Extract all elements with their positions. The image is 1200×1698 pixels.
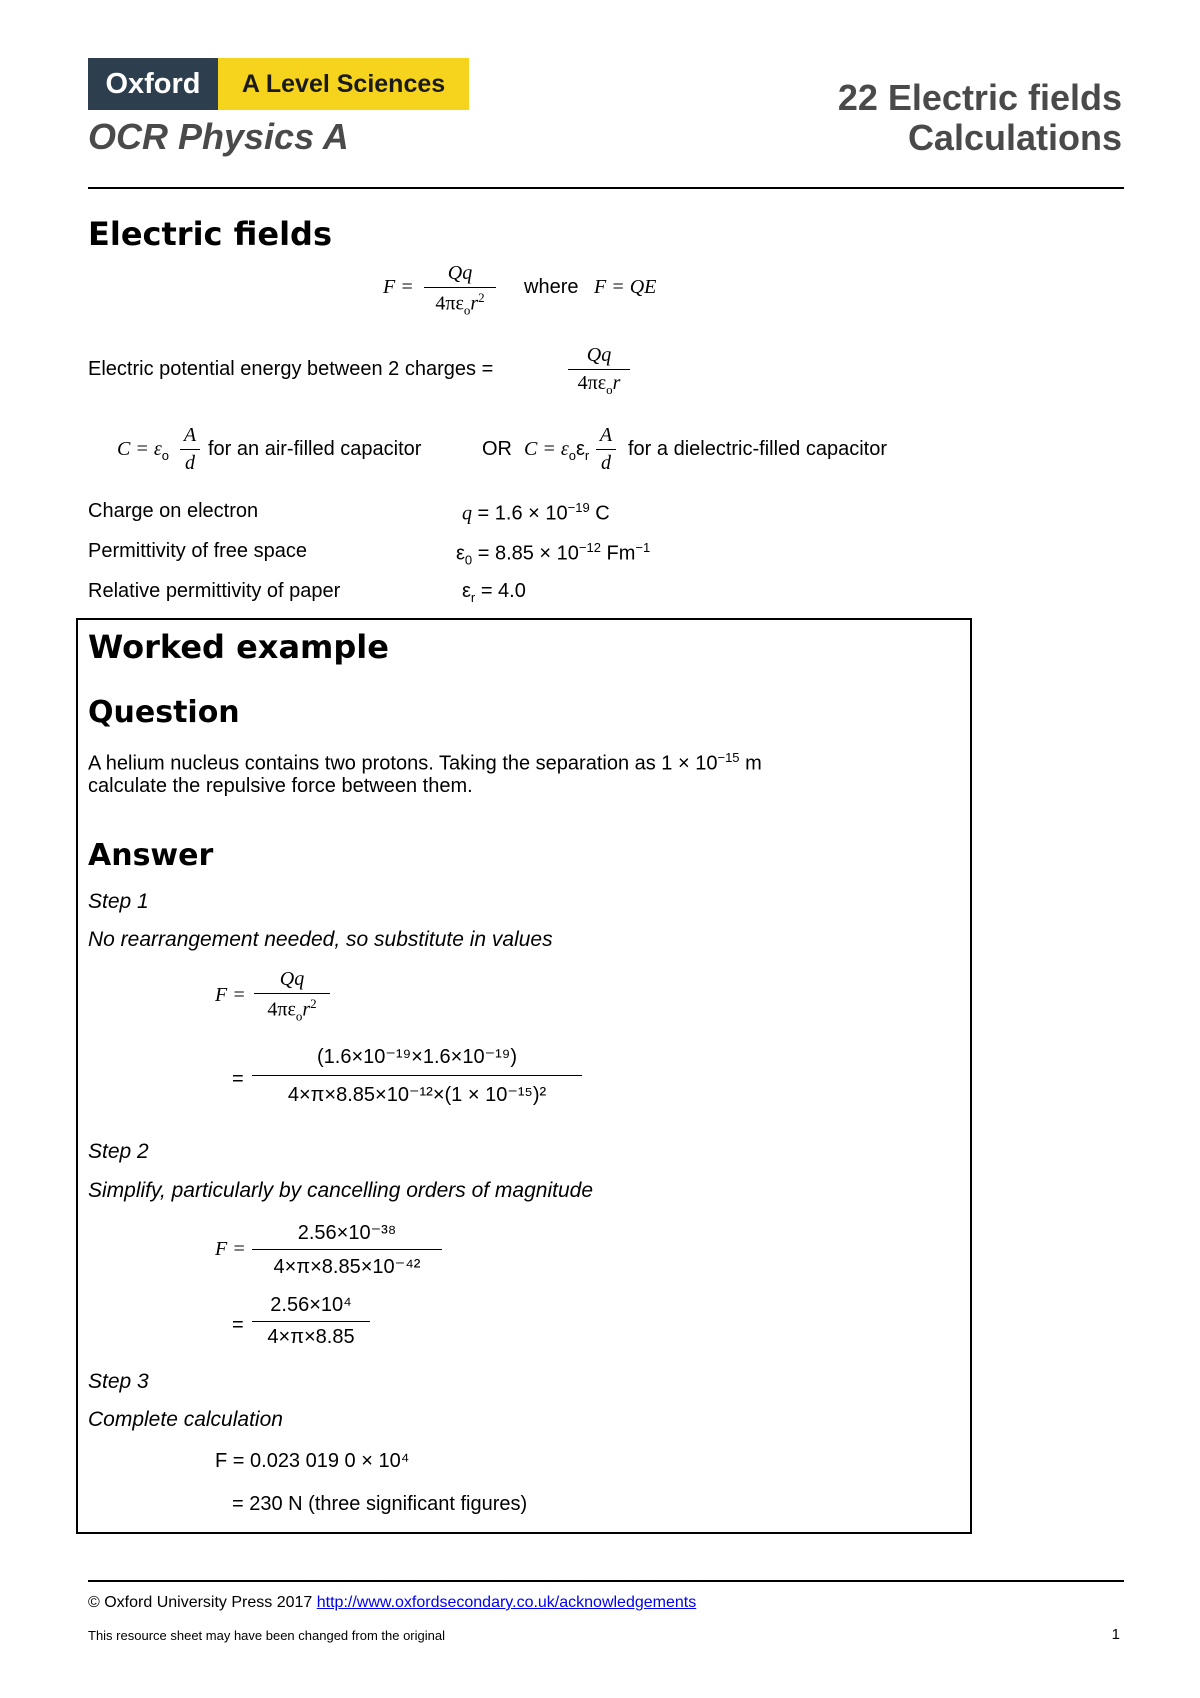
constant-value-electron [462,500,610,526]
cap-air-text: for an air-filled capacitor [208,438,422,460]
potential-den-sub: o [606,382,613,397]
step-2-desc: Simplify, particularly by cancelling orders of magnitude [88,1179,594,1202]
copyright-text: © Oxford University Press 2017 [88,1594,317,1611]
step-1-eq1-den [254,996,330,1025]
step-1-eq1-den-main: 4πε [267,998,296,1021]
potential-den-main: 4πε [577,372,607,394]
footer-rule [88,1580,1124,1582]
constant-sym-sub: r [470,590,476,605]
step-1-eq2-den: 4×π×8.85×10⁻¹²×(1 × 10⁻¹⁵)² [287,1084,547,1106]
footer-disclaimer: This resource sheet may have been changed from the original [88,1628,445,1643]
coulomb-num: Qq [447,262,473,284]
cap-or: OR [482,438,512,460]
answer-heading: Answer [88,838,214,873]
step-1-eq1-fraction [254,968,330,1025]
potential-den-r: r [612,372,621,394]
step-3-desc: Complete calculation [88,1408,283,1431]
step-1-eq2-fraction [252,1044,582,1107]
constant-exp: −12 [578,540,601,555]
step-2-eq2-den: 4×π×8.85 [267,1326,355,1348]
step-3-line-2: = 230 N (three significant figures) [232,1493,528,1515]
question-unit: m [739,752,762,775]
potential-fraction [568,344,630,398]
coulomb-relation: F = QE [594,276,657,298]
coulomb-den-r: r [470,292,479,315]
step-2-eq2-equals: = [232,1314,244,1336]
step-2-eq1-num: 2.56×10⁻³⁸ [297,1222,397,1244]
cap-air-num: A [183,424,197,446]
chapter-heading [838,78,1122,158]
step-2-f: F = [215,1238,246,1260]
constant-val: = 4.0 [475,580,526,602]
cap-air-den: d [185,452,195,474]
step-1-desc: No rearrangement needed, so substitute in values [88,928,553,951]
constant-unit: Fm [600,542,636,565]
question-line-2: calculate the repulsive force between them. [88,775,473,797]
step-1-eq2-equals: = [232,1068,244,1090]
constant-value-permittivity [456,540,650,568]
constant-label-electron: Charge on electron [88,500,259,522]
question-exp: −15 [717,750,740,765]
cap-air-sub: o [161,448,169,463]
cap-air-fraction [180,424,200,475]
cap-diel-num: A [599,424,613,446]
fraction-bar [596,449,616,450]
cap-diel-lhs-text: C = ε [524,438,569,460]
constant-sym: ε [456,542,465,565]
coulomb-lhs [383,276,414,299]
coulomb-den [424,290,496,319]
cap-diel-fraction [596,424,616,475]
cap-diel-lhs [524,438,589,463]
question-text: A helium nucleus contains two protons. Taking the separation as 1 × 10 [88,752,718,775]
step-2-eq2-fraction [252,1294,370,1349]
coulomb-lhs-text: F = [383,276,414,298]
constant-label-permittivity: Permittivity of free space [88,540,307,562]
constant-sym-sub: 0 [464,552,473,568]
step-1-eq1-den-exp: 2 [310,996,317,1011]
fraction-bar [252,1075,582,1076]
coulomb-den-sub: o [463,302,471,318]
cap-diel-den: d [601,452,611,474]
step-2-eq1-fraction [252,1220,442,1279]
potential-den [568,372,630,398]
cap-air-lhs [117,438,169,463]
acknowledgements-link[interactable]: http://www.oxfordsecondary.co.uk/acknowledgements [316,1594,697,1611]
question-heading: Question [88,695,240,730]
step-2-label: Step 2 [88,1140,149,1163]
cap-diel-text: for a dielectric-filled capacitor [628,438,887,460]
fraction-bar [180,449,200,450]
coulomb-where: where [524,276,579,298]
cap-diel-sub1: o [568,448,576,463]
coulomb-fraction [424,262,496,319]
cap-diel-mid: ε [575,438,585,460]
step-1-eq1-den-r: r [302,998,311,1021]
step-1-eq1-num: Qq [279,968,305,990]
step-1-eq2-num: (1.6×10⁻¹⁹×1.6×10⁻¹⁹) [316,1046,518,1068]
footer-copyright [88,1594,696,1612]
constant-exp: −19 [567,500,590,515]
constant-unit-exp: −1 [635,540,651,555]
constant-label-paper: Relative permittivity of paper [88,580,341,602]
subject-title: OCR Physics A [88,116,349,157]
fraction-bar [254,993,330,994]
potential-num: Qq [586,344,612,366]
coulomb-den-main: 4πε [435,292,464,315]
section-heading: Electric fields [88,215,332,253]
constant-unit: C [589,502,610,525]
constant-sym: q [462,502,472,525]
coulomb-den-exp: 2 [478,290,485,305]
fraction-bar [424,287,496,288]
page-number: 1 [1111,1626,1120,1643]
worked-example-title: Worked example [88,628,389,666]
step-2-eq1-den: 4×π×8.85×10⁻⁴² [273,1256,421,1278]
header-rule [88,187,1124,189]
fraction-bar [568,369,630,370]
step-3-line-1: F = 0.023 019 0 × 10⁴ [215,1450,410,1472]
cap-diel-sub2: r [584,448,590,463]
chapter-subtitle: Calculations [907,117,1122,158]
question-line-1 [88,750,762,776]
step-1-eq1-den-sub: o [295,1008,303,1024]
step-2-eq2-num: 2.56×10⁴ [270,1294,352,1316]
cap-air-lhs-text: C = ε [117,438,162,460]
fraction-bar [252,1321,370,1322]
chapter-title: 22 Electric fields [837,77,1122,118]
logo-series: A Level Sciences [218,58,469,110]
fraction-bar [252,1249,442,1250]
step-1-label: Step 1 [88,890,149,913]
potential-label: Electric potential energy between 2 charges = [88,358,494,380]
logo-oxford: Oxford [88,58,218,110]
constant-value-paper [462,580,526,605]
constant-val: = 1.6 × 10 [472,502,568,525]
constant-val: = 8.85 × 10 [472,542,579,565]
constant-sym: ε [462,580,471,602]
step-3-label: Step 3 [88,1370,149,1393]
step-1-f: F = [215,984,246,1006]
